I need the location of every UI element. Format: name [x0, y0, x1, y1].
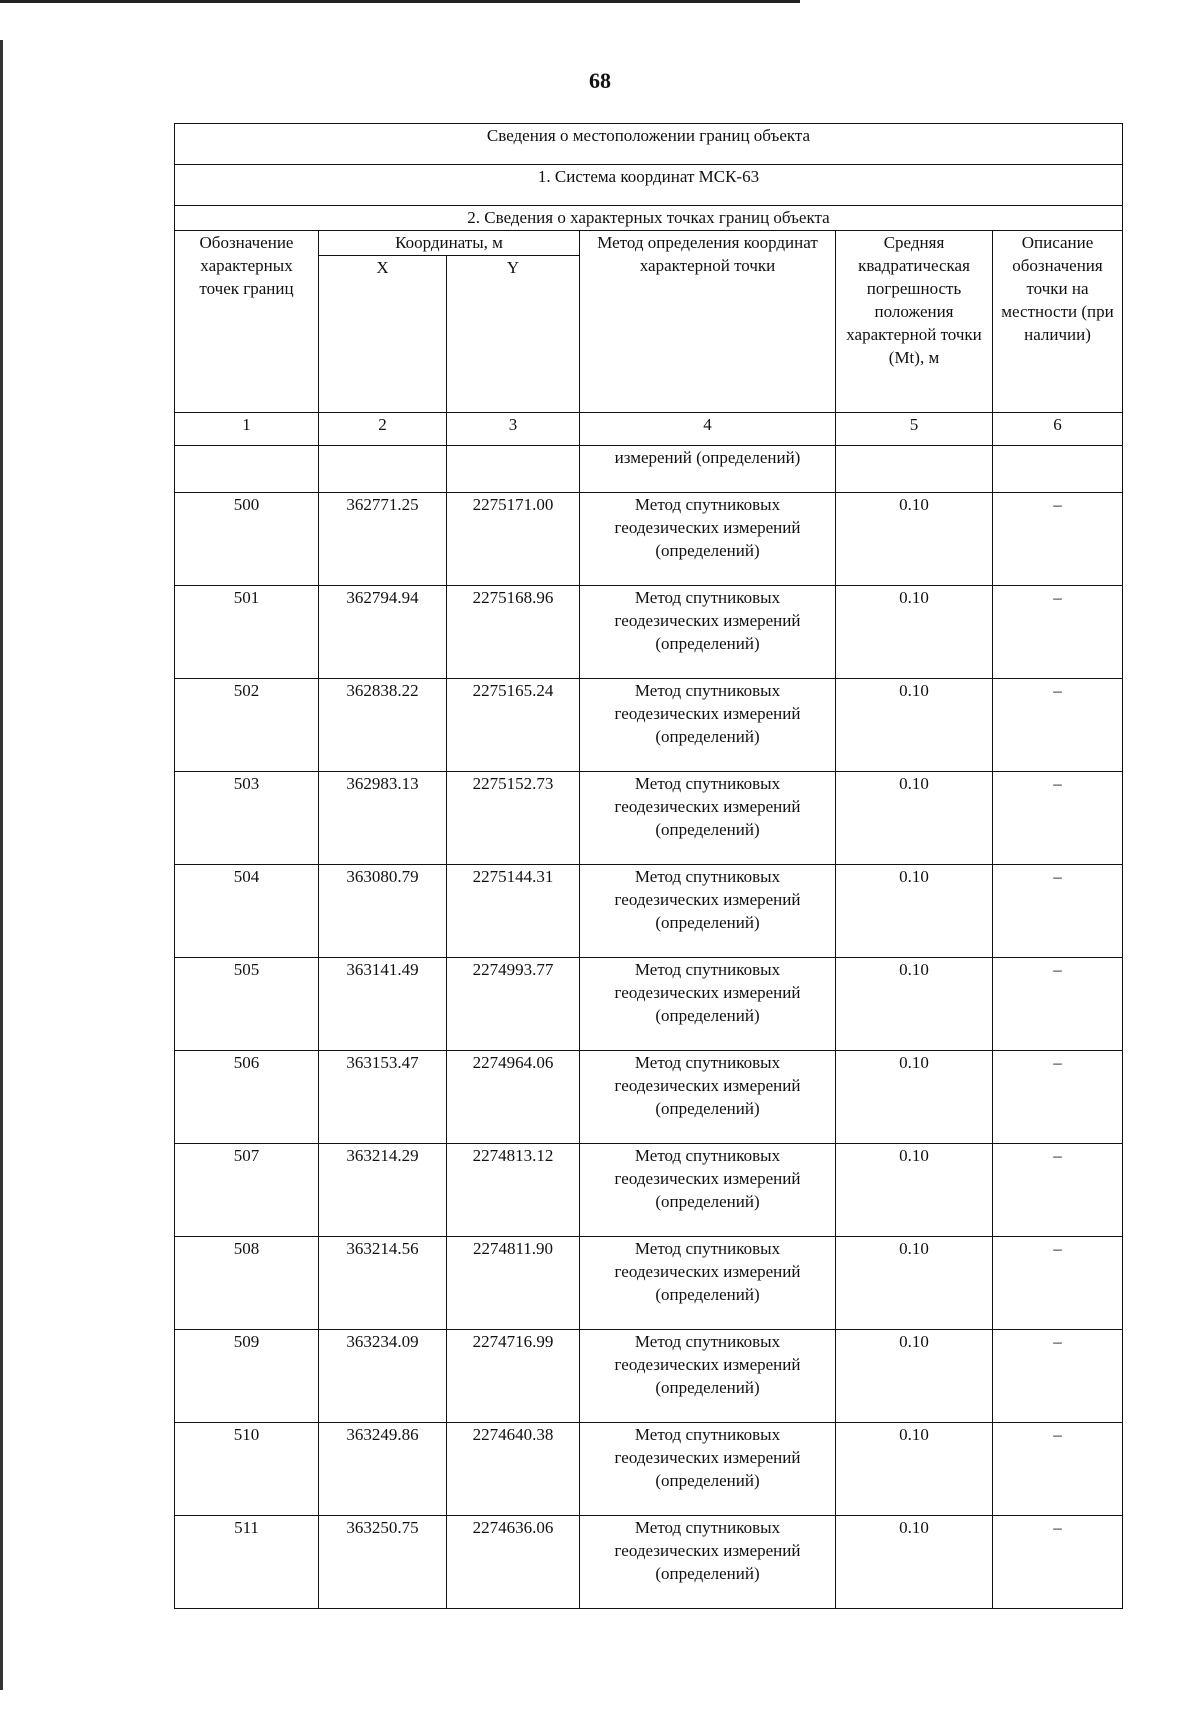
table-row: [175, 1516, 1123, 1609]
column-number: 4: [580, 413, 836, 446]
cell-description: –: [993, 493, 1123, 586]
cell-description: –: [993, 1144, 1123, 1237]
cell-description: –: [993, 586, 1123, 679]
header-x: X: [319, 256, 447, 413]
cell-x: 363214.29: [319, 1144, 447, 1237]
column-number: 6: [993, 413, 1123, 446]
cell-error: 0.10: [836, 1144, 993, 1237]
cell-description: –: [993, 772, 1123, 865]
header-method: Метод определения координат характерной точки: [580, 231, 836, 413]
cell-method: Метод спутниковых геодезических измерений (определений): [580, 865, 836, 958]
cell-error: 0.10: [836, 493, 993, 586]
cell-error: 0.10: [836, 679, 993, 772]
cell-point-id: 510: [175, 1423, 319, 1516]
scan-edge-top: [0, 0, 800, 3]
cell-method: Метод спутниковых геодезических измерений (определений): [580, 1330, 836, 1423]
cell-y: 2275171.00: [447, 493, 580, 586]
table-title: Сведения о местоположении границ объекта: [175, 124, 1123, 165]
table-row: [175, 1423, 1123, 1516]
cell-x: 362794.94: [319, 586, 447, 679]
cell-empty: [175, 446, 319, 493]
table-row: [175, 679, 1123, 772]
cell-y: 2274636.06: [447, 1516, 580, 1609]
cell-x: 362983.13: [319, 772, 447, 865]
cell-point-id: 507: [175, 1144, 319, 1237]
table-row: [175, 958, 1123, 1051]
cell-error: 0.10: [836, 586, 993, 679]
table-row: [175, 1237, 1123, 1330]
cell-x: 363080.79: [319, 865, 447, 958]
cell-y: 2274993.77: [447, 958, 580, 1051]
cell-description: –: [993, 865, 1123, 958]
header-designation: Обозначение характерных точек границ: [175, 231, 319, 413]
cell-error: 0.10: [836, 1516, 993, 1609]
cell-method: Метод спутниковых геодезических измерений (определений): [580, 772, 836, 865]
cell-description: –: [993, 1330, 1123, 1423]
cell-method: Метод спутниковых геодезических измерений (определений): [580, 586, 836, 679]
cell-method: Метод спутниковых геодезических измерений (определений): [580, 1144, 836, 1237]
cell-x: 363214.56: [319, 1237, 447, 1330]
cell-method: Метод спутниковых геодезических измерений (определений): [580, 958, 836, 1051]
cell-x: 362838.22: [319, 679, 447, 772]
column-number: 5: [836, 413, 993, 446]
cell-point-id: 511: [175, 1516, 319, 1609]
cell-x: 363141.49: [319, 958, 447, 1051]
header-description: Описание обозначения точки на местности (при наличии): [993, 231, 1123, 413]
cell-point-id: 504: [175, 865, 319, 958]
cell-error: 0.10: [836, 1051, 993, 1144]
table-row: [175, 1051, 1123, 1144]
cell-y: 2275152.73: [447, 772, 580, 865]
cell-x: 363234.09: [319, 1330, 447, 1423]
cell-method: Метод спутниковых геодезических измерений (определений): [580, 493, 836, 586]
column-number: 2: [319, 413, 447, 446]
coord-system: 1. Система координат МСК-63: [175, 165, 1123, 206]
cell-description: –: [993, 958, 1123, 1051]
cell-method: Метод спутниковых геодезических измерений (определений): [580, 1423, 836, 1516]
cell-error: 0.10: [836, 958, 993, 1051]
cell-point-id: 500: [175, 493, 319, 586]
cell-description: –: [993, 679, 1123, 772]
cell-error: 0.10: [836, 1330, 993, 1423]
points-section-title: 2. Сведения о характерных точках границ объекта: [175, 206, 1123, 231]
cell-point-id: 509: [175, 1330, 319, 1423]
table-row: [175, 772, 1123, 865]
scan-edge-left: [0, 40, 3, 1690]
cell-error: 0.10: [836, 1423, 993, 1516]
cell-error: 0.10: [836, 772, 993, 865]
cell-description: –: [993, 1516, 1123, 1609]
cell-description: –: [993, 1051, 1123, 1144]
cell-y: 2275144.31: [447, 865, 580, 958]
table-row: [175, 1330, 1123, 1423]
cell-empty: [319, 446, 447, 493]
cell-error: 0.10: [836, 1237, 993, 1330]
cell-error: 0.10: [836, 865, 993, 958]
cell-description: –: [993, 1423, 1123, 1516]
cell-x: 363249.86: [319, 1423, 447, 1516]
table-row: [175, 865, 1123, 958]
cell-description: –: [993, 1237, 1123, 1330]
table-row: [175, 586, 1123, 679]
cell-y: 2275165.24: [447, 679, 580, 772]
boundary-points-table: [174, 123, 1123, 1609]
header-coordinates: Координаты, м: [319, 231, 580, 256]
header-y: Y: [447, 256, 580, 413]
cell-point-id: 501: [175, 586, 319, 679]
cell-y: 2274811.90: [447, 1237, 580, 1330]
cell-y: 2274640.38: [447, 1423, 580, 1516]
cell-point-id: 503: [175, 772, 319, 865]
cell-x: 362771.25: [319, 493, 447, 586]
cell-method: Метод спутниковых геодезических измерений (определений): [580, 1516, 836, 1609]
cell-point-id: 508: [175, 1237, 319, 1330]
cell-y: 2274716.99: [447, 1330, 580, 1423]
cell-empty: [447, 446, 580, 493]
cell-method: Метод спутниковых геодезических измерений (определений): [580, 1051, 836, 1144]
table-row: [175, 1144, 1123, 1237]
cell-empty: [993, 446, 1123, 493]
cell-x: 363153.47: [319, 1051, 447, 1144]
header-error: Средняя квадратическая погрешность положения характерной точки (Mt), м: [836, 231, 993, 413]
continuation-row: [175, 446, 1123, 493]
cell-y: 2274964.06: [447, 1051, 580, 1144]
cell-empty: [836, 446, 993, 493]
page-number: 68: [589, 68, 611, 93]
cell-point-id: 502: [175, 679, 319, 772]
cell-y: 2274813.12: [447, 1144, 580, 1237]
cell-y: 2275168.96: [447, 586, 580, 679]
table-row: [175, 493, 1123, 586]
column-number: 3: [447, 413, 580, 446]
cell-x: 363250.75: [319, 1516, 447, 1609]
cell-method-continued: измерений (определений): [580, 446, 836, 493]
cell-method: Метод спутниковых геодезических измерений (определений): [580, 679, 836, 772]
cell-point-id: 505: [175, 958, 319, 1051]
column-number: 1: [175, 413, 319, 446]
cell-method: Метод спутниковых геодезических измерений (определений): [580, 1237, 836, 1330]
cell-point-id: 506: [175, 1051, 319, 1144]
